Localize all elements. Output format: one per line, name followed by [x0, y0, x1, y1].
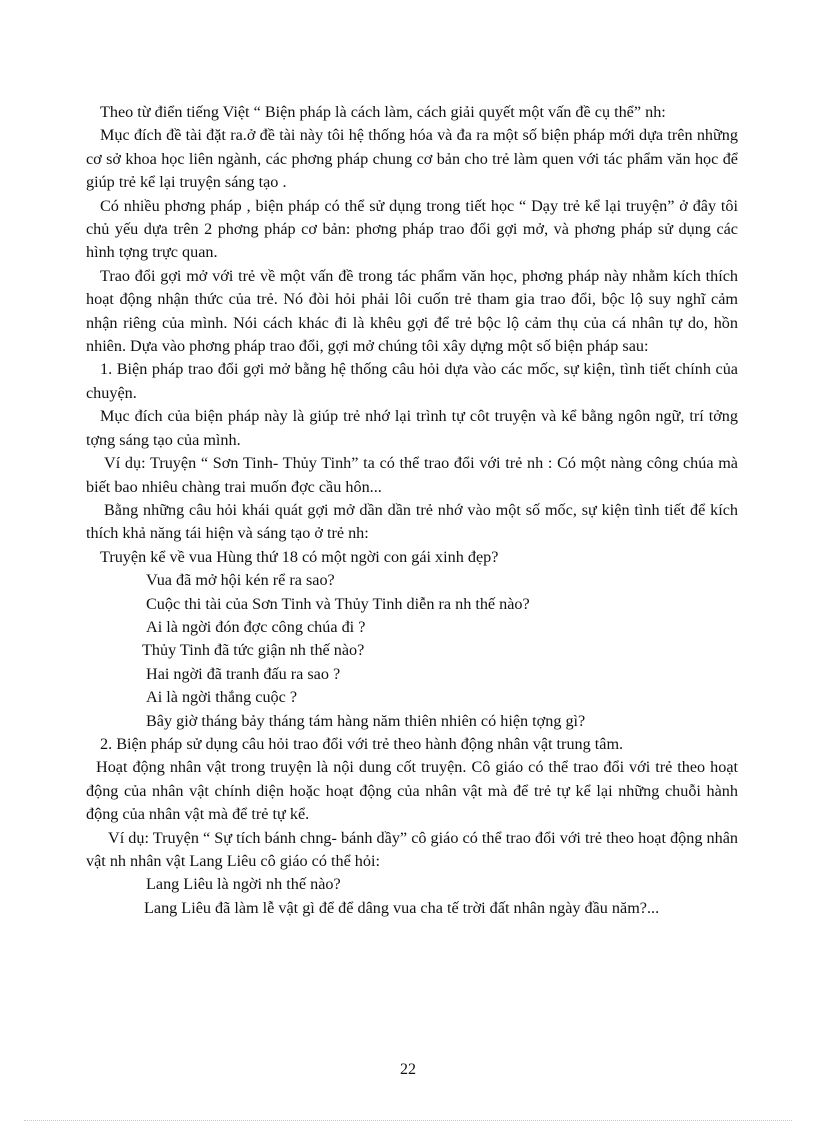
page-number: 22 — [400, 1061, 416, 1078]
question-line-long: Lang Liêu đã làm lễ vật gì để để dâng vua cha tế trời đất nhân ngày đầu năm?... — [144, 898, 660, 917]
question-line: Bây giờ tháng bảy tháng tám hàng năm thiên nhiên có hiện tợng gì? — [146, 711, 586, 730]
question-line: Ai là ngời thắng cuộc ? — [146, 688, 298, 707]
paragraph-method-1-purpose: Mục đích của biện pháp này là giúp trẻ nhớ lại trình tự côt truyện và kể bằng ngôn ngữ, trí tởng tợng sáng tạo của mình. — [86, 407, 738, 449]
paragraph-example-1: Ví dụ: Truyện “ Sơn Tinh- Thủy Tinh” ta có thể trao đổi với trẻ nh : Có một nàng công chúa mà biết bao nhiêu chàng trai muốn đợc cầu hôn... — [86, 454, 738, 496]
paragraph-method-2: 2. Biện pháp sử dụng câu hỏi trao đổi với trẻ theo hành động nhân vật trung tâm. — [100, 734, 624, 753]
footer-divider — [24, 1120, 792, 1121]
paragraph-character-activity: Hoạt động nhân vật trong truyện là nội dung cốt truyện. Cô giáo có thể trao đổi với trẻ theo hoạt động của nhân vật chính diện hoặc hoạt động của nhân vật mà để trẻ tự kể lại những chuỗi hành động của nhân vật mà để trẻ tự kể. — [86, 758, 738, 824]
paragraph-purpose: Mục đích đề tài đặt ra.ở đề tài này tôi hệ thống hóa và đa ra một số biện pháp mới dựa trên những cơ sở khoa học liên ngành, các phơng pháp chung cơ bản cho trẻ làm quen với tác phẩm văn học để giúp trẻ kể lại truyện sáng tạo . — [86, 126, 738, 192]
paragraph-methods: Có nhiều phơng pháp , biện pháp có thể sử dụng trong tiết học “ Dạy trẻ kể lại truyện” ở đây tôi chủ yếu dựa trên 2 phơng pháp cơ bản: phơng pháp trao đổi gợi mở, và phơng pháp sử dụng các hình tợng trực quan. — [86, 196, 738, 262]
question-line: Ai là ngời đón đợc công chúa đi ? — [146, 617, 366, 636]
question-line: Hai ngời đã tranh đấu ra sao ? — [146, 664, 341, 683]
paragraph-example-2: Ví dụ: Truyện “ Sự tích bánh chng- bánh dầy” cô giáo có thể trao đổi với trẻ theo hoạt động nhân vật nh nhân vật Lang Liêu cô giáo có thể hỏi: — [86, 828, 738, 870]
question-line: Thủy Tinh đã tức giận nh thế nào? — [142, 641, 365, 660]
paragraph-definition: Theo từ điển tiếng Việt “ Biện pháp là cách làm, cách giải quyết một vấn đề cụ thể” nh: — [100, 103, 666, 121]
paragraph-exchange: Trao đổi gợi mở với trẻ về một vấn đề trong tác phẩm văn học, phơng pháp này nhằm kích thích hoạt động nhận thức của trẻ. Nó đòi hỏi phải lôi cuốn trẻ tham gia trao đổi, bộc lộ suy nghĩ cảm nhận riêng của mình. Nói cách khác đi là khêu gợi để trẻ bộc lộ cảm thụ của cá nhân tự do, hồn nhiên. Dựa vào phơng pháp trao đổi, gợi mở chúng tôi xây dựng một số biện pháp sau: — [86, 266, 738, 356]
page-body — [86, 101, 738, 920]
question-line: Cuộc thi tài của Sơn Tinh và Thủy Tinh diễn ra nh thế nào? — [146, 594, 530, 613]
paragraph-method-1: 1. Biện pháp trao đổi gợi mở bằng hệ thống câu hỏi dựa vào các mốc, sự kiện, tình tiết chính của chuyện. — [86, 360, 738, 402]
question-line: Vua đã mở hội kén rể ra sao? — [146, 571, 335, 590]
question-line: Truyện kể về vua Hùng thứ 18 có một ngời con gái xinh đẹp? — [100, 547, 499, 566]
paragraph-general-questions: Bằng những câu hỏi khái quát gợi mở dần dần trẻ nhớ vào một số mốc, sự kiện tình tiết để kích thích khả năng tái hiện và sáng tạo ở trẻ nh: — [86, 500, 738, 543]
question-line: Lang Liêu là ngời nh thế nào? — [146, 875, 341, 894]
